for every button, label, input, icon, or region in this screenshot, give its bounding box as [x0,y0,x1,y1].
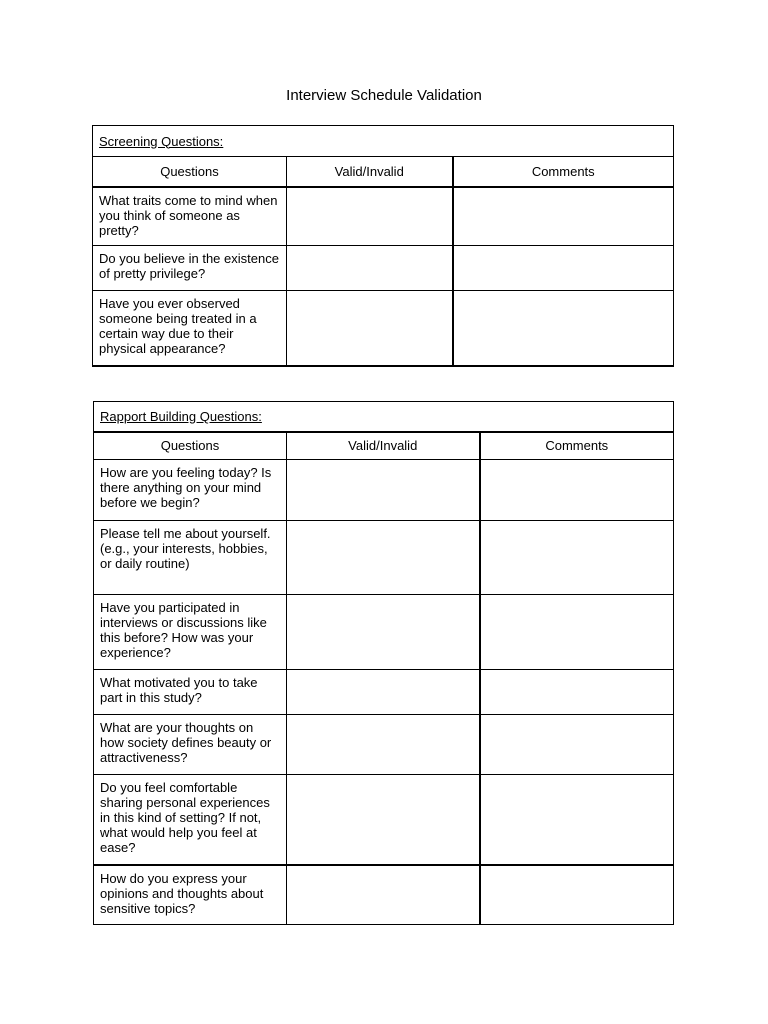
table-row [93,187,674,246]
valid-invalid-cell[interactable] [287,521,480,595]
comments-cell[interactable] [453,187,674,246]
comments-cell[interactable] [480,595,674,670]
table-row [94,521,674,595]
rapport-header-comments: Comments [480,432,674,460]
question-cell: What are your thoughts on how society defines beauty or attractiveness? [94,715,287,775]
valid-invalid-cell[interactable] [287,187,453,246]
comments-cell[interactable] [480,521,674,595]
valid-invalid-cell[interactable] [287,865,480,925]
screening-header-questions: Questions [93,157,287,187]
table-row [94,670,674,715]
screening-questions-table [92,125,674,367]
valid-invalid-cell[interactable] [287,670,480,715]
question-cell: How are you feeling today? Is there anything on your mind before we begin? [94,460,287,521]
table-row [93,246,674,291]
comments-cell[interactable] [480,715,674,775]
screening-header-comments: Comments [453,157,674,187]
valid-invalid-cell[interactable] [287,291,453,366]
question-cell: What traits come to mind when you think of someone as pretty? [93,187,287,246]
valid-invalid-cell[interactable] [287,246,453,291]
question-cell: Do you believe in the existence of pretty privilege? [93,246,287,291]
table-row [93,291,674,366]
question-cell: Have you participated in interviews or discussions like this before? How was your experience? [94,595,287,670]
question-cell: Please tell me about yourself. (e.g., your interests, hobbies, or daily routine) [94,521,287,595]
comments-cell[interactable] [480,775,674,865]
comments-cell[interactable] [480,670,674,715]
screening-section-label: Screening Questions: [93,126,674,157]
page-title: Interview Schedule Validation [286,87,482,104]
valid-invalid-cell[interactable] [287,715,480,775]
rapport-header-questions: Questions [94,432,287,460]
table-row [94,775,674,865]
screening-header-valid: Valid/Invalid [287,157,453,187]
table-row [94,715,674,775]
valid-invalid-cell[interactable] [287,775,480,865]
comments-cell[interactable] [480,865,674,925]
question-cell: How do you express your opinions and thoughts about sensitive topics? [94,865,287,925]
question-cell: Have you ever observed someone being treated in a certain way due to their physical appearance? [93,291,287,366]
comments-cell[interactable] [453,291,674,366]
valid-invalid-cell[interactable] [287,595,480,670]
table-row [94,865,674,925]
valid-invalid-cell[interactable] [287,460,480,521]
question-cell: What motivated you to take part in this study? [94,670,287,715]
rapport-building-questions-table [93,401,674,925]
rapport-header-valid: Valid/Invalid [287,432,480,460]
question-cell: Do you feel comfortable sharing personal experiences in this kind of setting? If not, what would help you feel at ease? [94,775,287,865]
rapport-section-label: Rapport Building Questions: [94,402,674,432]
table-row [94,460,674,521]
table-row [94,595,674,670]
comments-cell[interactable] [480,460,674,521]
comments-cell[interactable] [453,246,674,291]
